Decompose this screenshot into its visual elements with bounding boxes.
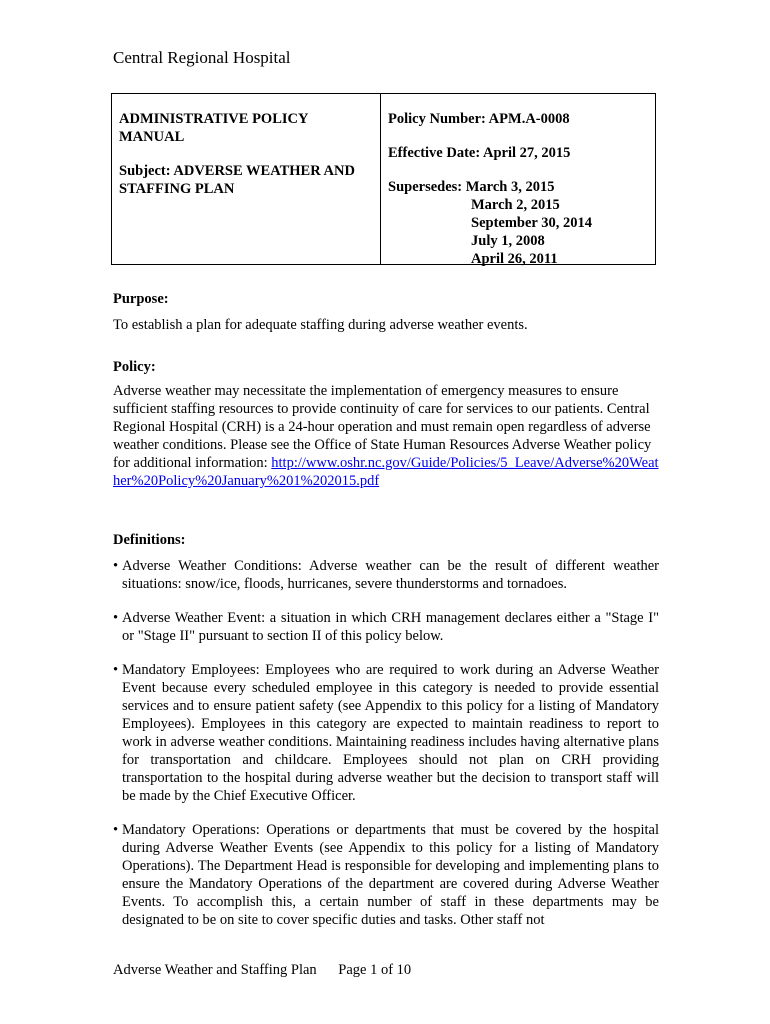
definition-text: Mandatory Employees: Employees who are required to work during an Adverse Weather Event because every scheduled employee in this category is needed to provide essential services and to ensure patient safety (see Appendix to this policy for a listing of Mandatory Employees). Employees in this category are expected to maintain readiness to report to work in adverse weather conditions. Maintaining readiness includes having alternative plans for transportation and childcare. Employees should not plan on CRH providing transportation to the hospital during adverse weather but the decision to transport staff will be made by the Chief Executive Officer. (122, 662, 659, 804)
policy-subject: Subject: ADVERSE WEATHER AND STAFFING PLAN (119, 163, 355, 197)
effective-date: Effective Date: April 27, 2015 (388, 145, 571, 161)
definition-text: Mandatory Operations: Operations or departments that must be covered by the hospital during Adverse Weather Events (see Appendix to this policy for a listing of Mandatory Operations). The Department Head is responsible for developing and implementing plans to ensure the Mandatory Operations of the department are covered during Adverse Weather Events. To accomplish this, a certain number of staff in these departments may be designated to be on site to cover specific duties and tasks. Other staff not (122, 822, 659, 928)
list-item (113, 661, 659, 805)
list-item (113, 557, 659, 593)
supersedes-date: April 26, 2011 (471, 251, 558, 267)
footer-title: Adverse Weather and Staffing Plan (113, 962, 317, 978)
definitions-heading: Definitions: (113, 532, 186, 548)
list-item (113, 821, 659, 929)
policy-number: Policy Number: APM.A-0008 (388, 111, 570, 127)
purpose-section (113, 290, 659, 334)
oshr-policy-link[interactable]: http://www.oshr.nc.gov/Guide/Policies/5_Leave/Adverse%20Weather%20Policy%20January%201%202015.pdf (113, 455, 659, 489)
supersedes-date: July 1, 2008 (471, 233, 545, 249)
policy-text (113, 382, 659, 490)
bullet-icon: • (113, 610, 119, 626)
bullet-icon: • (113, 662, 119, 678)
table-divider (380, 94, 381, 264)
bullet-icon: • (113, 822, 119, 838)
policy-section (113, 358, 659, 490)
purpose-heading: Purpose: (113, 291, 169, 307)
definitions-section (113, 531, 659, 945)
list-item (113, 609, 659, 645)
bullet-icon: • (113, 558, 119, 574)
document-header: Central Regional Hospital (113, 48, 291, 67)
policy-manual-cell (119, 110, 374, 198)
definition-text: Adverse Weather Conditions: Adverse weather can be the result of different weather situations: snow/ice, floods, hurricanes, severe thunderstorms and tornadoes. (122, 558, 659, 592)
purpose-text: To establish a plan for adequate staffing during adverse weather events. (113, 317, 528, 333)
policy-heading: Policy: (113, 359, 156, 375)
supersedes-label: Supersedes: March 3, 2015 (388, 179, 555, 195)
policy-details-cell (388, 110, 653, 268)
page-number: Page 1 of 10 (338, 962, 412, 978)
policy-body: Adverse weather may necessitate the implementation of emergency measures to ensure sufficient staffing resources to provide continuity of care for services to our patients. Central Regional Hospital (CRH) is a 24-hour operation and must remain open regardless of adverse weather conditions. Please see the Office of State Human Resources Adverse Weather policy for additional information: (113, 383, 652, 471)
definitions-list (113, 557, 659, 929)
policy-info-table (111, 93, 656, 265)
definition-text: Adverse Weather Event: a situation in which CRH management declares either a "Stage I" or "Stage II" pursuant to section II of this policy below. (122, 610, 659, 644)
supersedes-date: September 30, 2014 (471, 215, 592, 231)
page-footer (113, 962, 411, 979)
manual-title: ADMINISTRATIVE POLICY MANUAL (119, 111, 308, 145)
supersedes-date: March 2, 2015 (471, 197, 560, 213)
